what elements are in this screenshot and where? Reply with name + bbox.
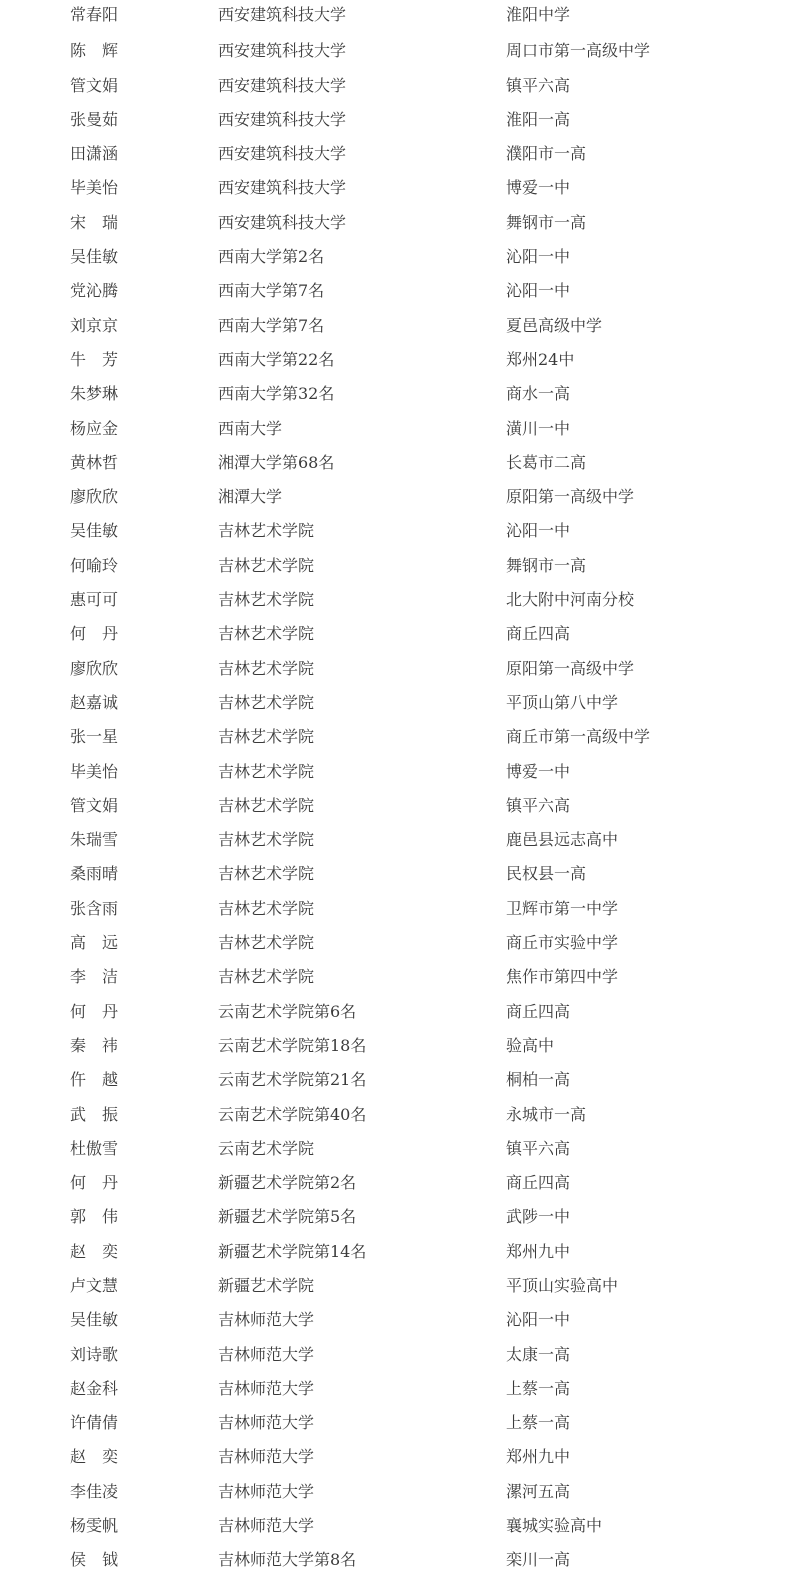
table-row <box>0 480 800 514</box>
student-name: 杨雯帆 <box>70 1516 119 1536</box>
university-name: 西安建筑科技大学 <box>218 5 347 24</box>
university-name: 吉林艺术学院 <box>218 658 315 678</box>
university-name: 吉林师范大学 <box>218 1378 315 1398</box>
table-row <box>0 343 800 377</box>
student-name: 许倩倩 <box>70 1413 119 1433</box>
university-name: 云南艺术学院第6名 <box>218 1001 357 1021</box>
university-name: 西安建筑科技大学 <box>218 41 347 61</box>
table-row <box>0 1200 800 1234</box>
table-row <box>0 137 800 171</box>
student-name: 张一星 <box>70 727 119 747</box>
high-school-name: 淮阳一高 <box>506 109 571 129</box>
table-row <box>0 103 800 137</box>
table-row <box>0 583 800 617</box>
table-row <box>0 309 800 343</box>
table-row <box>0 377 800 411</box>
university-name: 新疆艺术学院第5名 <box>218 1207 357 1227</box>
table-row <box>0 0 800 34</box>
university-name: 新疆艺术学院 <box>218 1275 315 1295</box>
table-row <box>0 1475 800 1509</box>
table-row <box>0 412 800 446</box>
table-row <box>0 892 800 926</box>
high-school-name: 襄城实验高中 <box>506 1516 603 1536</box>
student-name: 高 远 <box>70 933 119 953</box>
university-name: 吉林师范大学 <box>218 1516 315 1536</box>
student-name: 朱瑞雪 <box>70 830 119 850</box>
table-row <box>0 549 800 583</box>
high-school-name: 卫辉市第一中学 <box>506 898 619 918</box>
table-row <box>0 1440 800 1474</box>
student-name: 桑雨晴 <box>70 864 119 884</box>
student-name: 仵 越 <box>70 1070 119 1090</box>
university-name: 西安建筑科技大学 <box>218 75 347 95</box>
high-school-name: 周口市第一高级中学 <box>506 41 651 61</box>
high-school-name: 沁阳一中 <box>506 521 571 541</box>
university-name: 吉林艺术学院 <box>218 692 315 712</box>
table-row <box>0 823 800 857</box>
university-name: 吉林师范大学 <box>218 1447 315 1467</box>
university-name: 西南大学 <box>218 418 283 438</box>
university-name: 湘潭大学第68名 <box>218 452 335 472</box>
university-name: 西安建筑科技大学 <box>218 178 347 198</box>
table-row <box>0 240 800 274</box>
university-name: 吉林师范大学 <box>218 1344 315 1364</box>
student-name: 何 丹 <box>70 1173 119 1193</box>
high-school-name: 北大附中河南分校 <box>506 590 635 610</box>
high-school-name: 上蔡一高 <box>506 1378 571 1398</box>
student-name: 惠可可 <box>70 590 119 610</box>
student-name: 牛 芳 <box>70 349 119 369</box>
table-row <box>0 720 800 754</box>
high-school-name: 博爱一中 <box>506 761 571 781</box>
university-name: 吉林艺术学院 <box>218 761 315 781</box>
student-name: 毕美怡 <box>70 178 119 198</box>
table-row <box>0 274 800 308</box>
high-school-name: 原阳第一高级中学 <box>506 658 635 678</box>
high-school-name: 原阳第一高级中学 <box>506 487 635 507</box>
high-school-name: 镇平六高 <box>506 795 571 815</box>
university-name: 吉林艺术学院 <box>218 624 315 644</box>
university-name: 云南艺术学院第40名 <box>218 1104 367 1124</box>
high-school-name: 永城市一高 <box>506 1104 587 1124</box>
high-school-name: 平顶山第八中学 <box>506 692 619 712</box>
table-row <box>0 1372 800 1406</box>
high-school-name: 商丘市第一高级中学 <box>506 727 651 747</box>
university-name: 吉林师范大学 <box>218 1481 315 1501</box>
table-row <box>0 1132 800 1166</box>
student-name: 陈 辉 <box>70 41 119 61</box>
high-school-name: 商丘四高 <box>506 1001 571 1021</box>
high-school-name: 漯河五高 <box>506 1481 571 1501</box>
table-row <box>0 1303 800 1337</box>
university-name: 吉林艺术学院 <box>218 727 315 747</box>
university-name: 西南大学第7名 <box>218 281 325 301</box>
high-school-name: 郑州24中 <box>506 349 575 369</box>
high-school-name: 舞钢市一高 <box>506 212 587 232</box>
high-school-name: 商丘四高 <box>506 624 571 644</box>
table-row <box>0 1269 800 1303</box>
university-name: 云南艺术学院第21名 <box>218 1070 367 1090</box>
high-school-name: 商丘四高 <box>506 1173 571 1193</box>
high-school-name: 商丘市实验中学 <box>506 933 619 953</box>
table-row <box>0 1509 800 1543</box>
student-name: 李 洁 <box>70 967 119 987</box>
table-row <box>0 857 800 891</box>
high-school-name: 验高中 <box>506 1035 555 1055</box>
high-school-name: 沁阳一中 <box>506 281 571 301</box>
student-name: 常春阳 <box>70 5 119 24</box>
table-row <box>0 1098 800 1132</box>
student-name: 秦 祎 <box>70 1035 119 1055</box>
high-school-name: 沁阳一中 <box>506 247 571 267</box>
student-name: 赵 奕 <box>70 1241 119 1261</box>
student-name: 何 丹 <box>70 624 119 644</box>
table-row <box>0 789 800 823</box>
student-name: 毕美怡 <box>70 761 119 781</box>
high-school-name: 平顶山实验高中 <box>506 1275 619 1295</box>
student-name: 朱梦琳 <box>70 384 119 404</box>
university-name: 云南艺术学院 <box>218 1138 315 1158</box>
high-school-name: 潢川一中 <box>506 418 571 438</box>
high-school-name: 郑州九中 <box>506 1447 571 1467</box>
student-name: 侯 钺 <box>70 1550 119 1570</box>
table-row <box>0 171 800 205</box>
high-school-name: 桐柏一高 <box>506 1070 571 1090</box>
student-name: 刘京京 <box>70 315 119 335</box>
student-name: 刘诗歌 <box>70 1344 119 1364</box>
university-name: 吉林艺术学院 <box>218 590 315 610</box>
table-row <box>0 69 800 103</box>
university-name: 吉林艺术学院 <box>218 830 315 850</box>
student-name: 吴佳敏 <box>70 521 119 541</box>
high-school-name: 上蔡一高 <box>506 1413 571 1433</box>
high-school-name: 濮阳市一高 <box>506 144 587 164</box>
table-row <box>0 617 800 651</box>
university-name: 云南艺术学院第18名 <box>218 1035 367 1055</box>
table-row <box>0 960 800 994</box>
student-name: 宋 瑞 <box>70 212 119 232</box>
high-school-name: 鹿邑县远志高中 <box>506 830 619 850</box>
student-name: 武 振 <box>70 1104 119 1124</box>
student-name: 杜傲雪 <box>70 1138 119 1158</box>
student-name: 廖欣欣 <box>70 487 119 507</box>
table-row <box>0 995 800 1029</box>
high-school-name: 沁阳一中 <box>506 1310 571 1330</box>
university-name: 新疆艺术学院第14名 <box>218 1241 367 1261</box>
table-row <box>0 1063 800 1097</box>
student-name: 赵 奕 <box>70 1447 119 1467</box>
table-row <box>0 1166 800 1200</box>
high-school-name: 郑州九中 <box>506 1241 571 1261</box>
university-name: 西安建筑科技大学 <box>218 212 347 232</box>
university-name: 西安建筑科技大学 <box>218 109 347 129</box>
student-name: 何喻玲 <box>70 555 119 575</box>
table-row <box>0 514 800 548</box>
student-name: 田潇涵 <box>70 144 119 164</box>
university-name: 吉林艺术学院 <box>218 933 315 953</box>
university-name: 吉林艺术学院 <box>218 898 315 918</box>
university-name: 西南大学第22名 <box>218 349 335 369</box>
student-name: 吴佳敏 <box>70 1310 119 1330</box>
student-name: 黄林哲 <box>70 452 119 472</box>
student-name: 卢文慧 <box>70 1275 119 1295</box>
student-name: 郭 伟 <box>70 1207 119 1227</box>
university-name: 吉林艺术学院 <box>218 795 315 815</box>
university-name: 吉林艺术学院 <box>218 555 315 575</box>
high-school-name: 镇平六高 <box>506 1138 571 1158</box>
high-school-name: 民权县一高 <box>506 864 587 884</box>
high-school-name: 武陟一中 <box>506 1207 571 1227</box>
table-row <box>0 926 800 960</box>
student-name: 张含雨 <box>70 898 119 918</box>
university-name: 西安建筑科技大学 <box>218 144 347 164</box>
student-name: 赵嘉诚 <box>70 692 119 712</box>
university-name: 西南大学第7名 <box>218 315 325 335</box>
table-row <box>0 686 800 720</box>
university-name: 吉林师范大学 <box>218 1413 315 1433</box>
table-row <box>0 652 800 686</box>
high-school-name: 太康一高 <box>506 1344 571 1364</box>
university-name: 吉林艺术学院 <box>218 864 315 884</box>
high-school-name: 商水一高 <box>506 384 571 404</box>
university-name: 新疆艺术学院第2名 <box>218 1173 357 1193</box>
university-name: 湘潭大学 <box>218 487 283 507</box>
student-name: 何 丹 <box>70 1001 119 1021</box>
student-name: 赵金科 <box>70 1378 119 1398</box>
university-name: 吉林艺术学院 <box>218 521 315 541</box>
student-name: 党沁腾 <box>70 281 119 301</box>
high-school-name: 长葛市二高 <box>506 452 587 472</box>
student-name: 李佳凌 <box>70 1481 119 1501</box>
table-row <box>0 1406 800 1440</box>
student-name: 管文娟 <box>70 75 119 95</box>
student-name: 杨应金 <box>70 418 119 438</box>
student-name: 廖欣欣 <box>70 658 119 678</box>
table-row <box>0 1029 800 1063</box>
table-row <box>0 755 800 789</box>
university-name: 吉林师范大学第8名 <box>218 1550 357 1570</box>
high-school-name: 舞钢市一高 <box>506 555 587 575</box>
university-name: 西南大学第32名 <box>218 384 335 404</box>
high-school-name: 博爱一中 <box>506 178 571 198</box>
table-row <box>0 1235 800 1269</box>
university-name: 西南大学第2名 <box>218 247 325 267</box>
student-name: 吴佳敏 <box>70 247 119 267</box>
university-name: 吉林师范大学 <box>218 1310 315 1330</box>
table-row <box>0 34 800 68</box>
high-school-name: 夏邑高级中学 <box>506 315 603 335</box>
student-name: 管文娟 <box>70 795 119 815</box>
high-school-name: 焦作市第四中学 <box>506 967 619 987</box>
student-name: 张曼茹 <box>70 109 119 129</box>
table-row <box>0 446 800 480</box>
table-row <box>0 1338 800 1372</box>
high-school-name: 淮阳中学 <box>506 5 571 24</box>
high-school-name: 镇平六高 <box>506 75 571 95</box>
table-row <box>0 1543 800 1577</box>
table-row <box>0 206 800 240</box>
high-school-name: 栾川一高 <box>506 1550 571 1570</box>
university-name: 吉林艺术学院 <box>218 967 315 987</box>
